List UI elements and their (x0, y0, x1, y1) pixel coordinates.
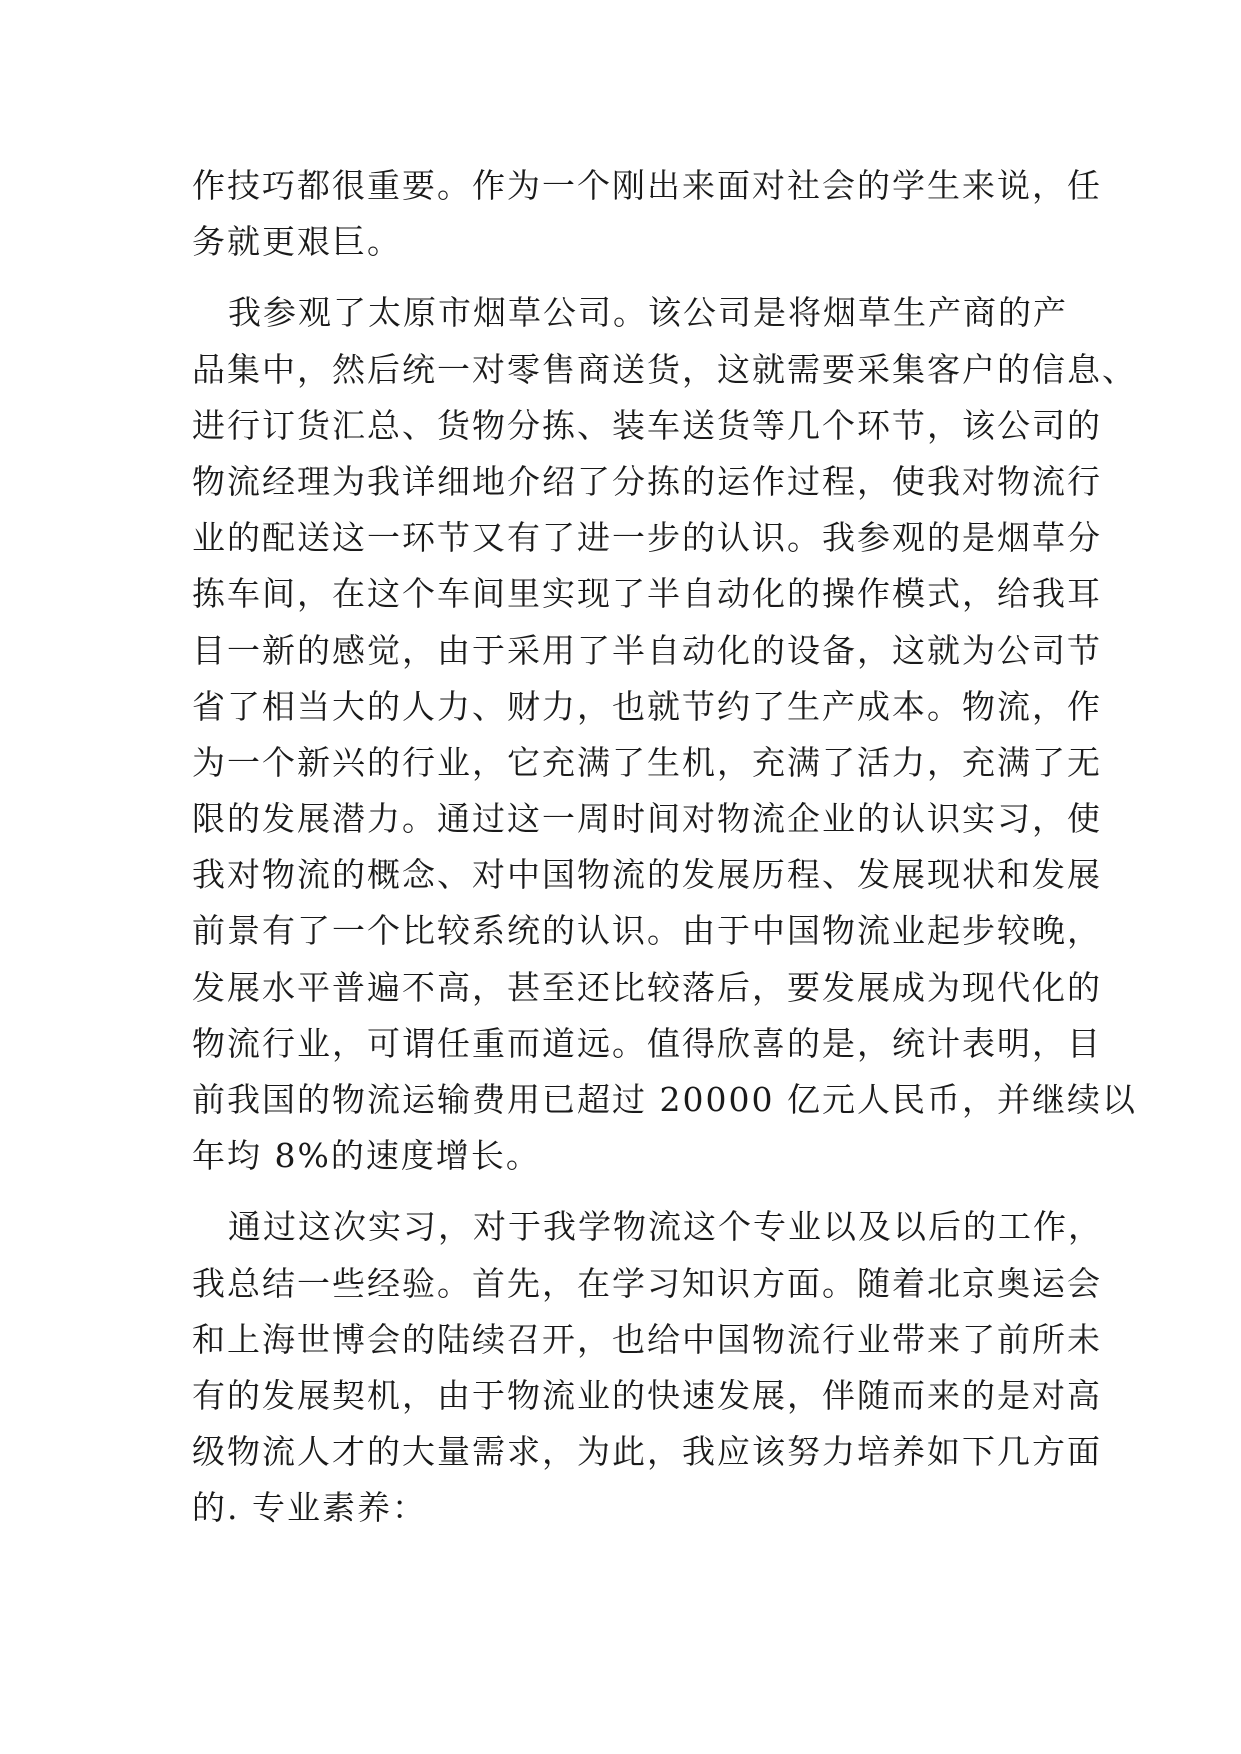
paragraph-gap (192, 1184, 1057, 1199)
text-line: 和上海世博会的陆续召开，也给中国物流行业带来了前所未 (192, 1319, 1102, 1359)
text-line: 为一个新兴的行业，它充满了生机，充满了活力，充满了无 (192, 742, 1102, 782)
text-line: 级物流人才的大量需求，为此，我应该努力培养如下几方面 (192, 1432, 1102, 1472)
text-line: 进行订货汇总、货物分拣、装车送货等几个环节，该公司的 (192, 405, 1102, 445)
text-line: 拣车间，在这个车间里实现了半自动化的操作模式，给我耳 (192, 574, 1102, 614)
text-line: 务就更艰巨。 (192, 222, 402, 262)
text-line: 的. 专业素养： (192, 1488, 427, 1528)
text-line: 年均 8%的速度增长。 (192, 1136, 541, 1176)
paragraph-2 (192, 285, 1137, 1184)
text-line: 品集中，然后统一对零售商送货，这就需要采集客户的信息、 (192, 349, 1137, 389)
paragraph-3 (192, 1199, 1103, 1536)
body-text (192, 158, 1137, 1537)
text-line: 限的发展潜力。通过这一周时间对物流企业的认识实习，使 (192, 799, 1102, 839)
text-line: 前我国的物流运输费用已超过 20000 亿元人民币，并继续以 (192, 1080, 1137, 1119)
text-line: 前景有了一个比较系统的认识。由于中国物流业起步较晚， (192, 911, 1102, 951)
text-line-indent: 我参观了太原市烟草公司。该公司是将烟草生产商的产 (228, 293, 1068, 333)
paragraph-1 (192, 158, 1102, 270)
paragraph-gap (192, 270, 1057, 285)
text-line: 物流经理为我详细地介绍了分拣的运作过程，使我对物流行 (192, 461, 1102, 501)
text-line: 我总结一些经验。首先，在学习知识方面。随着北京奥运会 (192, 1263, 1102, 1303)
text-line: 有的发展契机，由于物流业的快速发展，伴随而来的是对高 (192, 1375, 1102, 1415)
text-line: 业的配送这一环节又有了进一步的认识。我参观的是烟草分 (192, 518, 1102, 558)
text-line-indent: 通过这次实习，对于我学物流这个专业以及以后的工作， (228, 1207, 1103, 1247)
text-line: 省了相当大的人力、财力，也就节约了生产成本。物流，作 (192, 686, 1102, 726)
text-line: 发展水平普遍不高，甚至还比较落后，要发展成为现代化的 (192, 967, 1102, 1007)
text-line: 作技巧都很重要。作为一个刚出来面对社会的学生来说，任 (192, 166, 1102, 205)
text-line: 目一新的感觉，由于采用了半自动化的设备，这就为公司节 (192, 630, 1102, 670)
text-line: 我对物流的概念、对中国物流的发展历程、发展现状和发展 (192, 855, 1102, 895)
text-line: 物流行业，可谓任重而道远。值得欣喜的是，统计表明，目 (192, 1023, 1102, 1063)
